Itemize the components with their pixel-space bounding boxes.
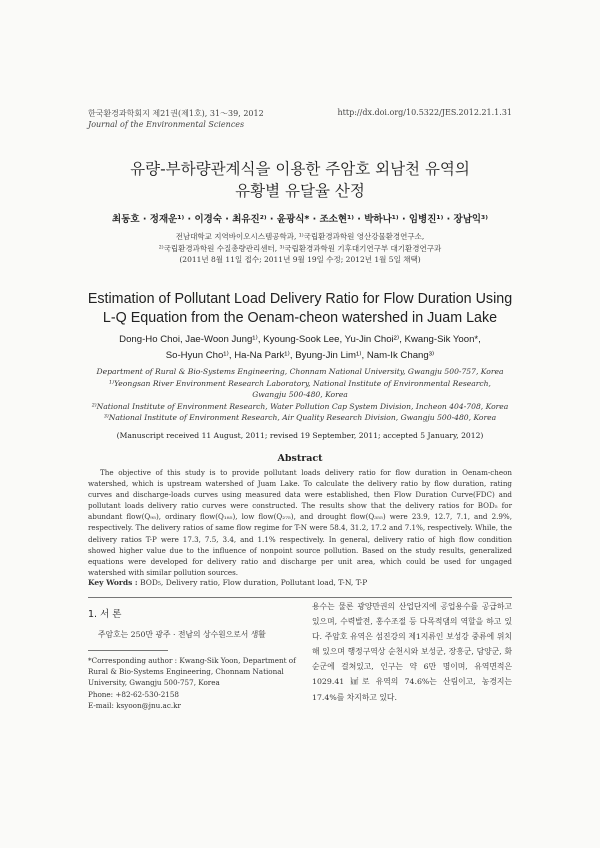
keywords-label: Key Words : — [88, 578, 138, 587]
manuscript-dates: (Manuscript received 11 August, 2011; revised 19 September, 2011; accepted 5 January, 2012) — [116, 431, 484, 440]
abstract-text: The objective of this study is to provide pollutant loads delivery ratio for flow duration in Oenam-cheon watershed, which is upstream watershed of Juam Lake. To calculate the delivery ratio by flow duration, rating curves and discharge-loads curves using measured data were established, then Flow Duration Curve(FDC) and pollutant loads delivery ratio curves were constructed. The results show that the delivery ratios for BOD₅ for abundant flow(Q₉₅), ordinary flow(Q₁₈₅), low flow(Q₂₇₅), and drought flow(Q₃₅₅) were 23.9, 12.7, 7.1, and 2.9%, respectively. The delivery ratios of same flow regime for T-N were 58.4, 31.2, 17.2 and 7.1%, respectively. While, the delivery ratios T-P were 17.3, 7.5, 3.4, and 1.1% respectively. In general, delivery ratio of high flow condition showed higher value due to the influence of nonpoint source pollution. Based on the study results, generalized equations were developed for delivery ratio and discharge per unit area, which could be used for ungaged watershed with similar pollution sources. — [88, 468, 512, 577]
korean-affiliations: 전남대학교 지역바이오시스템공학과, ¹⁾국립환경과학원 영산강물환경연구소, ²⁾국립환경과학원 수질총량관리센터, ³⁾국립환경과학원 기후대기연구부 대기환경연구과 (2011년 8월 11일 접수; 2011년 9월 19일 수정; 2012년 1월 5일 채택) — [158, 232, 442, 264]
korean-title: 유량-부하량관계식을 이용한 주암호 외남천 유역의 유황별 유달율 산정 — [130, 160, 470, 200]
journal-name: Journal of the Environmental Sciences — [88, 120, 245, 129]
keywords-value: BOD₅, Delivery ratio, Flow duration, Pollutant load, T-N, T-P — [140, 578, 368, 587]
english-authors: Dong-Ho Choi, Jae-Woon Jung¹⁾, Kyoung-Sook Lee, Yu-Jin Choi²⁾, Kwang-Sik Yoon*, So-Hyun Cho¹⁾, Ha-Na Park¹⁾, Byung-Jin Lim¹⁾, Nam-Ik Chang³⁾ — [119, 334, 481, 361]
keywords — [88, 578, 367, 587]
abstract-heading: Abstract — [277, 453, 323, 464]
english-affiliations: Department of Rural & Bio-Systems Engineering, Chonnam National University, Gwangju 500-757, Korea ¹⁾Yeongsan River Environment Research Laboratory, National Institute of Environmental Research, Gwangju 500-480, Korea ²⁾National Institute of Environment Research, Water Pollution Cap System Division, Incheon 404-708, Korea ³⁾National Institute of Environment Research, Air Quality Research Division, Gwangju 500-480, Korea — [91, 367, 509, 422]
section-divider — [88, 597, 512, 598]
intro-right-column: 용수는 물론 광양만권의 산업단지에 공업용수를 공급하고 있으며, 수력발전, 홍수조절 등 다목적댐의 역할을 하고 있다. 주암호 유역은 섬진강의 제1지류인 보성강 중류에 위치해 있으며 행정구역상 순천시와 보성군, 장흥군, 담양군, 화순군에 걸쳐있고, 인구는 약 6만 명이며, 유역면적은 1029.41 ㎢로 유역의 74.6%는 산림이고, 농경지는 17.4%를 차지하고 있다. — [312, 602, 512, 702]
corresponding-author-footnote: *Corresponding author : Kwang-Sik Yoon, Department of Rural & Bio-Systems Engineering, Chonnam National University, Gwangju 500-757, Korea Phone: +82-62-530-2158 E-mail: ksyoon@jnu.ac.kr — [88, 655, 298, 711]
intro-left-column: 주암호는 250만 광주 · 전남의 상수원으로서 생활 — [98, 630, 266, 639]
english-title: Estimation of Pollutant Load Delivery Ratio for Flow Duration Using L-Q Equation from the Oenam-cheon watershed in Juam Lake — [87, 291, 513, 326]
footnote-divider — [88, 650, 168, 651]
journal-citation: 한국환경과학회지 제21권(제1호), 31～39, 2012 — [88, 109, 264, 118]
author-email[interactable]: E-mail: ksyoon@jnu.ac.kr — [88, 700, 181, 710]
section-heading: 1. 서 론 — [88, 609, 122, 620]
korean-authors: 최동호 · 정재운¹⁾ · 이경숙 · 최유진²⁾ · 윤광식* · 조소현¹⁾ · 박하나¹⁾ · 임병진¹⁾ · 장남익³⁾ — [112, 214, 488, 225]
journal-header — [88, 108, 264, 130]
doi-link[interactable]: http://dx.doi.org/10.5322/JES.2012.21.1.31 — [337, 108, 512, 117]
